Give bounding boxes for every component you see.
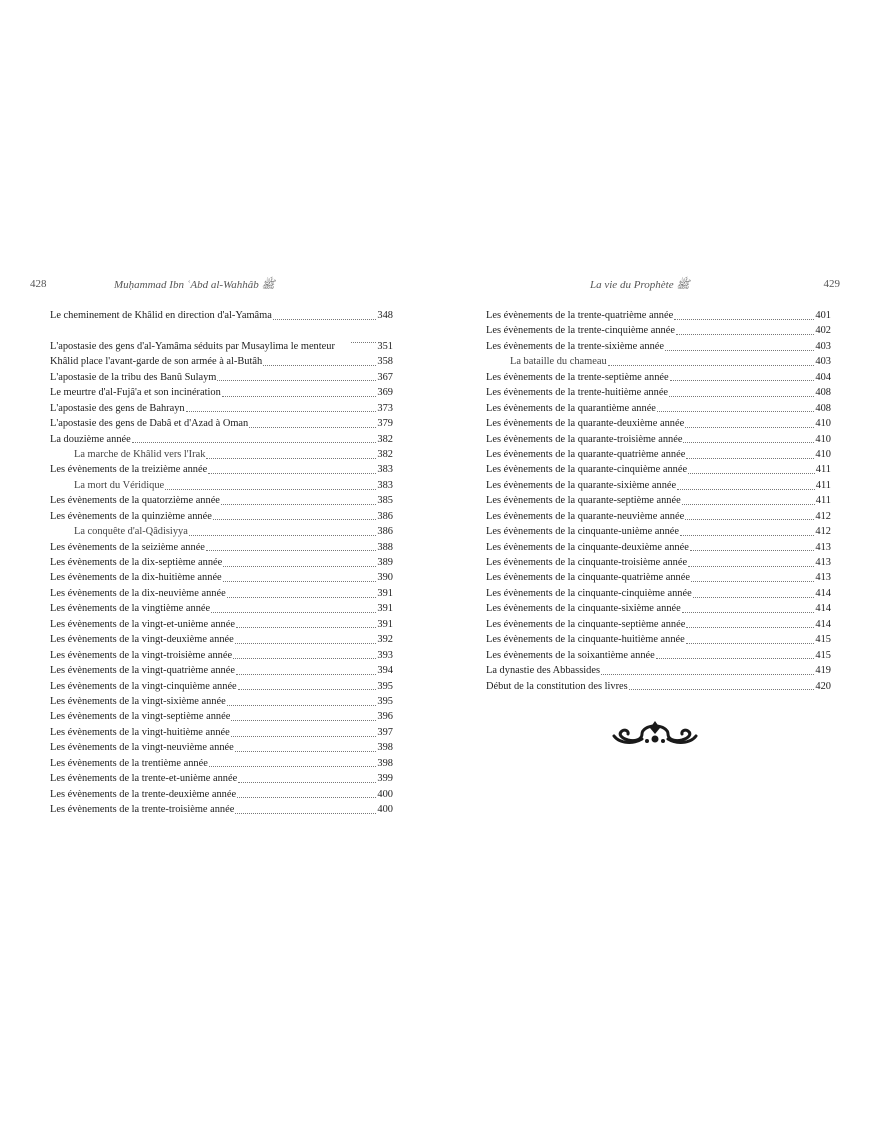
toc-entry-page: 415 <box>815 634 831 646</box>
dot-leader <box>683 441 814 443</box>
dot-leader <box>223 580 377 582</box>
toc-entry-page: 400 <box>377 788 393 800</box>
toc-entry-page: 420 <box>815 680 831 692</box>
toc-entry-label: Les évènements de la quarante-septième année <box>486 495 681 507</box>
dot-leader <box>236 626 376 628</box>
toc-entry-label: Les évènements de la quarante-troisième année <box>486 433 683 445</box>
toc-entry-label: Les évènements de la vingt-cinquième année <box>50 680 237 692</box>
toc-entry-page: 408 <box>815 387 831 399</box>
toc-entry-page: 395 <box>377 680 393 692</box>
dot-leader <box>208 472 376 474</box>
toc-entry <box>486 648 831 663</box>
toc-entry-label: Les évènements de la vingt-quatrième année <box>50 665 235 677</box>
toc-entry <box>486 385 831 400</box>
toc-entry <box>50 586 393 601</box>
toc-entry <box>486 601 831 616</box>
dot-leader <box>213 518 377 520</box>
toc-entry <box>50 416 393 431</box>
toc-entry-page: 391 <box>377 587 393 599</box>
toc-entry-page: 392 <box>377 634 393 646</box>
toc-entry <box>50 679 393 694</box>
toc-entry-page: 410 <box>815 433 831 445</box>
toc-entry <box>486 540 831 555</box>
toc-entry-label: Les évènements de la vingt-deuxième année <box>50 634 234 646</box>
toc-entry-label: Les évènements de la cinquante-cinquième année <box>486 587 692 599</box>
toc-entry-page: 414 <box>815 603 831 615</box>
dot-leader <box>206 549 376 551</box>
toc-entry-label: Les évènements de la cinquante-unième année <box>486 526 680 538</box>
toc-entry-label: L'apostasie des gens d'al-Yamâma séduits par Musaylima le menteur <box>50 340 335 352</box>
dot-leader <box>657 410 814 412</box>
toc-entry-page: 379 <box>377 418 393 430</box>
dot-leader <box>670 379 815 381</box>
toc-entry <box>486 509 831 524</box>
toc-entry-label: Début de la constitution des livres <box>486 680 628 692</box>
dot-leader <box>231 735 377 737</box>
toc-entry-label: La bataille du chameau <box>510 356 607 368</box>
dot-leader <box>685 518 814 520</box>
dot-leader <box>217 379 376 381</box>
toc-entry-label: Les évènements de la vingt-sixième année <box>50 695 226 707</box>
toc-entry-page: 400 <box>377 804 393 816</box>
toc-entry <box>486 416 831 431</box>
toc-entry-page: 415 <box>815 649 831 661</box>
toc-entry-page: 403 <box>815 356 831 368</box>
toc-entry-page: 408 <box>815 402 831 414</box>
toc-entry <box>486 308 831 323</box>
toc-entry-page: 390 <box>377 572 393 584</box>
toc-entry <box>50 802 393 817</box>
toc-entry <box>50 323 393 354</box>
toc-entry <box>486 632 831 647</box>
toc-entry-label: Les évènements de la vingt-huitième année <box>50 726 230 738</box>
toc-entry <box>486 370 831 385</box>
toc-entry-label: Les évènements de la vingt-et-unième année <box>50 618 235 630</box>
toc-entry-label: Les évènements de la quatorzième année <box>50 495 220 507</box>
toc-entry <box>50 756 393 771</box>
toc-entry-label: Les évènements de la vingt-septième année <box>50 711 231 723</box>
toc-entry-page: 396 <box>377 711 393 723</box>
dot-leader <box>273 318 377 320</box>
toc-entry-page: 395 <box>377 695 393 707</box>
toc-entry-label: Les évènements de la quinzième année <box>50 510 212 522</box>
toc-entry-page: 410 <box>815 418 831 430</box>
toc-entry <box>50 787 393 802</box>
toc-entry <box>50 493 393 508</box>
toc-entry-label: Les évènements de la vingt-neuvième année <box>50 742 234 754</box>
toc-entry <box>50 663 393 678</box>
dot-leader <box>693 596 815 598</box>
dot-leader <box>132 441 377 443</box>
toc-entry-label: La conquête d'al-Qâdisiyya <box>74 526 188 538</box>
toc-entry <box>486 493 831 508</box>
decorative-ornament <box>612 720 698 746</box>
toc-entry <box>50 648 393 663</box>
toc-entry-page: 391 <box>377 618 393 630</box>
dot-leader <box>682 611 815 613</box>
dot-leader <box>682 503 815 505</box>
toc-entry-page: 411 <box>815 464 831 476</box>
toc-entry-page: 412 <box>815 510 831 522</box>
dot-leader <box>601 673 814 675</box>
toc-entry <box>50 740 393 755</box>
dot-leader <box>235 812 376 814</box>
toc-entry <box>50 540 393 555</box>
toc-entry-page: 414 <box>815 618 831 630</box>
dot-leader <box>677 488 815 490</box>
toc-entry <box>50 709 393 724</box>
toc-entry-page: 397 <box>377 726 393 738</box>
toc-entry-label: Les évènements de la seizième année <box>50 541 205 553</box>
dot-leader <box>231 719 376 721</box>
toc-entry-label: Les évènements de la treizième année <box>50 464 208 476</box>
toc-entry-label: Le meurtre d'al-Fujâ'a et son incinération <box>50 387 221 399</box>
toc-entry-page: 391 <box>377 603 393 615</box>
dot-leader <box>686 457 814 459</box>
toc-entry-label: Les évènements de la dix-huitième année <box>50 572 222 584</box>
dot-leader <box>629 688 815 690</box>
toc-entry-page: 383 <box>377 479 393 491</box>
toc-entry <box>50 354 393 369</box>
toc-entry <box>486 401 831 416</box>
toc-entry <box>486 323 831 338</box>
toc-subentry <box>50 524 393 539</box>
toc-entry <box>486 617 831 632</box>
dot-leader <box>222 395 377 397</box>
dot-leader <box>676 333 814 335</box>
toc-entry <box>50 432 393 447</box>
toc-entry-label: Les évènements de la cinquante-huitième année <box>486 634 685 646</box>
dot-leader <box>237 796 376 798</box>
dot-leader <box>206 457 376 459</box>
toc-entry <box>50 308 393 323</box>
toc-entry-page: 413 <box>815 557 831 568</box>
toc-entry <box>486 447 831 462</box>
dot-leader <box>665 349 814 351</box>
toc-entry-label: Les évènements de la quarante-sixième année <box>486 479 677 491</box>
toc-entry-page: 386 <box>377 526 393 538</box>
dot-leader <box>685 426 814 428</box>
left-page-header <box>30 278 430 294</box>
toc-entry-label: Les évènements de la vingt-troisième année <box>50 649 233 661</box>
toc-entry-label: Les évènements de la quarante-cinquième année <box>486 464 688 476</box>
toc-entry-page: 383 <box>377 464 393 476</box>
toc-entry-page: 389 <box>377 557 393 569</box>
toc-entry-page: 413 <box>815 541 831 553</box>
toc-entry-page: 358 <box>377 356 393 368</box>
toc-entry-page: 419 <box>815 665 831 677</box>
dot-leader <box>238 688 377 690</box>
dot-leader <box>680 534 814 536</box>
toc-entry <box>50 401 393 416</box>
dot-leader <box>674 318 814 320</box>
dot-leader <box>211 611 376 613</box>
toc-entry <box>486 524 831 539</box>
dot-leader <box>186 410 377 412</box>
toc-entry-page: 399 <box>377 773 393 785</box>
toc-entry <box>50 725 393 740</box>
toc-entry-page: 404 <box>815 371 831 383</box>
toc-entry-label: Les évènements de la cinquante-quatrième année <box>486 572 690 584</box>
dot-leader <box>235 750 377 752</box>
dot-leader <box>263 364 376 366</box>
toc-entry-label: La marche de Khâlid vers l'Irak <box>74 448 206 460</box>
toc-subentry <box>50 447 393 462</box>
toc-entry <box>486 663 831 678</box>
dot-leader <box>209 765 377 767</box>
dot-leader <box>233 657 376 659</box>
dot-leader <box>688 565 814 567</box>
toc-entry-label: Les évènements de la trente-troisième année <box>50 804 235 816</box>
toc-entry-page: 394 <box>377 665 393 677</box>
dot-leader <box>608 364 815 366</box>
dot-leader <box>235 642 377 644</box>
toc-entry-label: La mort du Véridique <box>74 479 165 491</box>
toc-entry-label: Les évènements de la cinquante-sixième année <box>486 603 681 615</box>
toc-entry-label: Les évènements de la dix-neuvième année <box>50 587 226 599</box>
toc-entry-label: Les évènements de la trente-et-unième année <box>50 773 238 785</box>
toc-entry-page: 369 <box>377 387 393 399</box>
table-of-contents <box>486 308 831 694</box>
toc-entry-label: L'apostasie des gens de Bahrayn <box>50 402 185 414</box>
toc-entry-label: Les évènements de la vingtième année <box>50 603 211 615</box>
dot-leader <box>691 580 814 582</box>
toc-entry <box>50 601 393 616</box>
toc-entry-page: 413 <box>815 572 831 584</box>
toc-entry-page: 411 <box>815 479 831 491</box>
dot-leader <box>686 626 814 628</box>
toc-entry <box>50 509 393 524</box>
toc-entry-label: Les évènements de la quarante-deuxième année <box>486 418 685 430</box>
toc-entry-label: Le cheminement de Khâlid en direction d'al-Yamâma <box>50 310 272 321</box>
toc-entry-label: Les évènements de la cinquante-troisième année <box>486 557 688 568</box>
toc-subentry <box>486 354 831 369</box>
toc-entry-page: 385 <box>377 495 393 507</box>
toc-entry-page: 388 <box>377 541 393 553</box>
running-title: La vie du Prophète ﷺ <box>590 279 690 291</box>
dot-leader <box>236 673 376 675</box>
toc-entry <box>50 370 393 385</box>
dot-leader <box>669 395 814 397</box>
toc-subentry <box>50 478 393 493</box>
toc-entry <box>486 462 831 477</box>
toc-entry-label: Les évènements de la quarante-neuvième année <box>486 510 685 522</box>
toc-entry-page: 398 <box>377 742 393 754</box>
dot-leader <box>189 534 377 536</box>
toc-entry-page: 386 <box>377 510 393 522</box>
dot-leader <box>690 549 815 551</box>
toc-entry-label: Les évènements de la quarante-quatrième année <box>486 448 686 460</box>
page-number: 428 <box>30 278 47 290</box>
toc-entry-page: 367 <box>377 371 393 383</box>
toc-entry-label: L'apostasie des gens de Dabâ et d'Azad à Oman <box>50 418 249 430</box>
dot-leader <box>221 503 376 505</box>
toc-entry-label: Les évènements de la trente-quatrième année <box>486 310 674 321</box>
right-page-header <box>470 278 840 294</box>
toc-entry-label: Les évènements de la trente-huitième année <box>486 387 669 399</box>
toc-entry <box>50 632 393 647</box>
dot-leader <box>688 472 815 474</box>
dot-leader <box>227 704 377 706</box>
toc-entry-page: 348 <box>377 310 393 321</box>
toc-entry-page: 382 <box>377 433 393 445</box>
toc-entry-page: 412 <box>815 526 831 538</box>
toc-entry-label: La dynastie des Abbassides <box>486 665 600 677</box>
toc-entry <box>486 570 831 585</box>
dot-leader <box>656 657 815 659</box>
toc-entry-label: Les évènements de la trente-deuxième année <box>50 788 237 800</box>
toc-entry-label: La douzième année <box>50 433 131 445</box>
toc-entry-label: Les évènements de la trente-cinquième année <box>486 325 675 337</box>
dot-leader <box>238 781 376 783</box>
toc-entry-label: Les évènements de la trentième année <box>50 757 208 769</box>
left-page <box>30 278 430 817</box>
toc-entry-page: 351 <box>377 340 393 352</box>
toc-entry-page: 393 <box>377 649 393 661</box>
toc-entry-label: Les évènements de la cinquante-septième année <box>486 618 686 630</box>
toc-entry <box>486 586 831 601</box>
toc-entry <box>50 385 393 400</box>
toc-entry <box>50 771 393 786</box>
toc-entry <box>486 555 831 570</box>
right-page <box>470 278 840 694</box>
toc-entry-label: Les évènements de la quarantième année <box>486 402 656 414</box>
toc-entry-page: 403 <box>815 340 831 352</box>
toc-entry <box>486 478 831 493</box>
dot-leader <box>351 341 376 343</box>
toc-entry <box>486 432 831 447</box>
dot-leader <box>227 596 377 598</box>
toc-entry <box>486 679 831 694</box>
dot-leader <box>165 488 376 490</box>
toc-entry-label: Les évènements de la dix-septième année <box>50 557 223 569</box>
dot-leader <box>223 565 376 567</box>
toc-entry-label: L'apostasie de la tribu des Banû Sulaym <box>50 371 217 383</box>
running-title: Muḥammad Ibn ʿAbd al-Wahhâb ﷺ <box>114 279 275 291</box>
toc-entry-label: Les évènements de la trente-sixième année <box>486 340 665 352</box>
toc-entry-page: 401 <box>815 310 831 321</box>
toc-entry-label: Les évènements de la cinquante-deuxième année <box>486 541 689 553</box>
toc-entry-label: Les évènements de la trente-septième année <box>486 371 669 383</box>
toc-entry-page: 414 <box>815 587 831 599</box>
toc-entry-page: 402 <box>815 325 831 337</box>
toc-entry <box>50 462 393 477</box>
toc-entry-page: 411 <box>815 495 831 507</box>
toc-entry-page: 382 <box>377 448 393 460</box>
toc-entry-page: 373 <box>377 402 393 414</box>
page-number: 429 <box>823 278 840 290</box>
table-of-contents <box>50 308 393 817</box>
toc-entry-page: 398 <box>377 757 393 769</box>
toc-entry <box>50 617 393 632</box>
dot-leader <box>249 426 376 428</box>
toc-entry-label: Khâlid place l'avant-garde de son armée à al-Butâh <box>50 356 263 368</box>
toc-entry <box>486 339 831 354</box>
toc-entry <box>50 694 393 709</box>
dot-leader <box>686 642 815 644</box>
toc-entry-label: Les évènements de la soixantième année <box>486 649 655 661</box>
toc-entry-page: 410 <box>815 448 831 460</box>
toc-entry <box>50 570 393 585</box>
toc-entry <box>50 555 393 570</box>
